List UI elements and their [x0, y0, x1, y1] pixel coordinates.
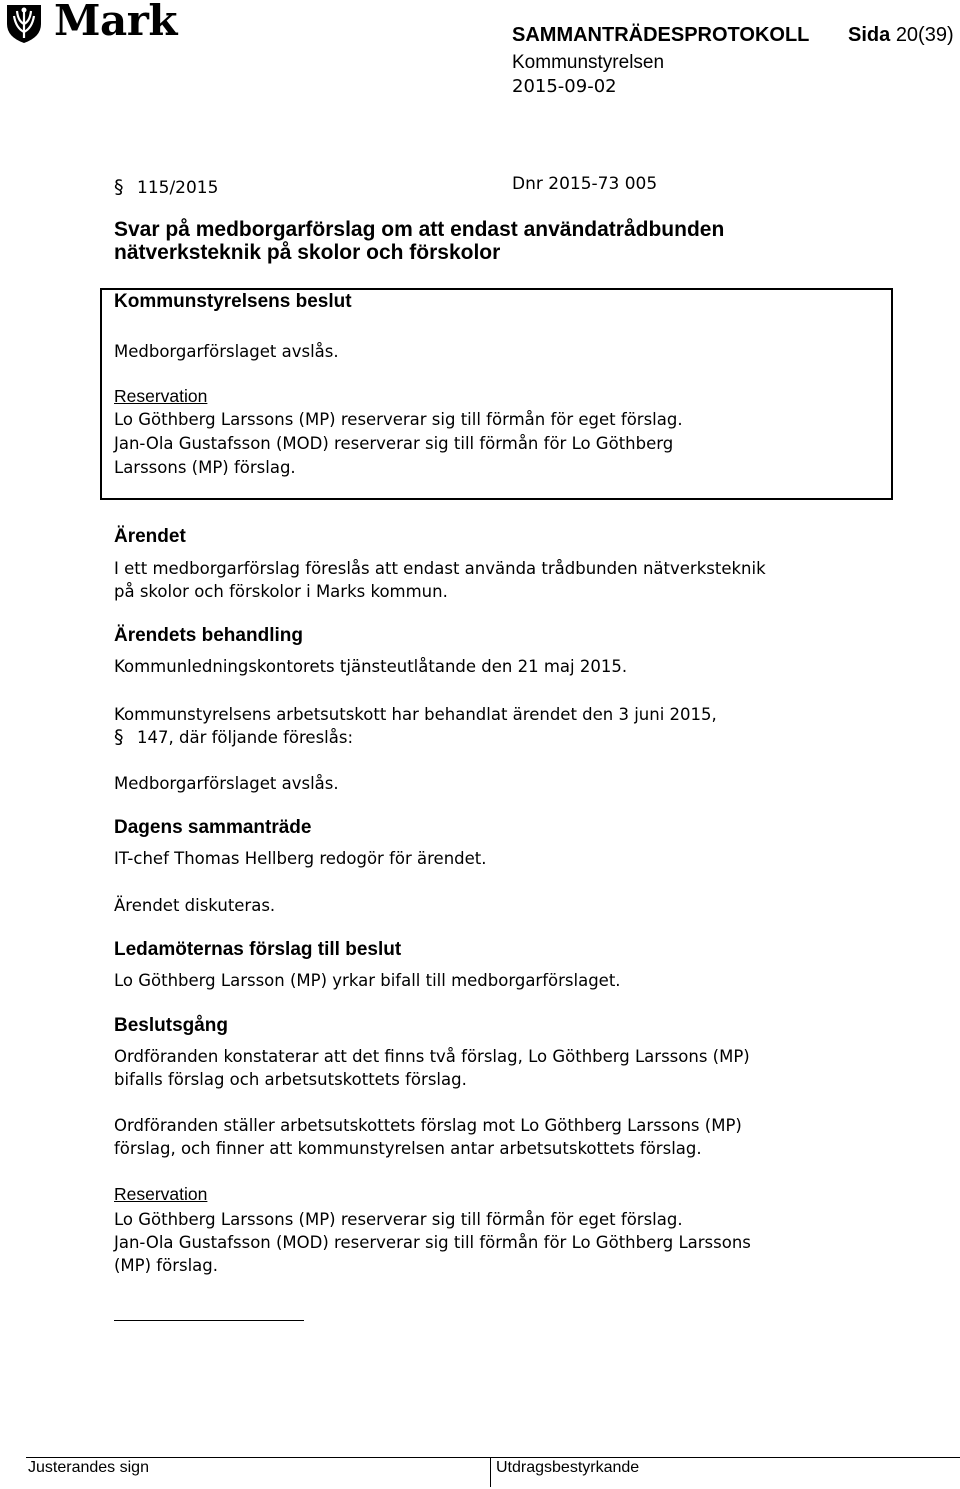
logo-wordmark: Mark: [54, 0, 177, 45]
section-sign-icon: [114, 174, 129, 198]
paragraph-line: Kommunledningskontorets tjänsteutlåtande den 21 maj 2015.: [114, 657, 628, 676]
decision-heading: Kommunstyrelsens beslut: [114, 291, 352, 312]
paragraph-text: 147, där följande föreslås:: [137, 728, 354, 747]
reservation-line: Larssons (MP) förslag.: [114, 458, 296, 477]
case-title-line: Svar på medborgarförslag om att endast användatrådbunden: [114, 218, 725, 241]
paragraph-line: bifalls förslag och arbetsutskottets förslag.: [114, 1070, 467, 1089]
page-indicator: [848, 24, 954, 47]
paragraph-line: I ett medborgarförslag föreslås att endast använda trådbunden nätverksteknik: [114, 559, 766, 578]
paragraph-line: på skolor och förskolor i Marks kommun.: [114, 582, 448, 601]
reservation-label: Reservation: [114, 1184, 208, 1204]
footer-divider: [490, 1457, 491, 1487]
section-heading-dagens: Dagens sammanträde: [114, 817, 312, 838]
document-type: SAMMANTRÄDESPROTOKOLL: [512, 24, 810, 46]
case-title: [114, 218, 724, 264]
section-heading-behandling: Ärendets behandling: [114, 625, 303, 646]
reservation-label: Reservation: [114, 386, 208, 406]
reservation-line: Jan-Ola Gustafsson (MOD) reserverar sig till förmån för Lo Göthberg Larssons: [114, 1233, 751, 1252]
case-number-text: 115/2015: [137, 178, 219, 198]
page-label: Sida: [848, 24, 891, 46]
paragraph-line: Ordföranden ställer arbetsutskottets förslag mot Lo Göthberg Larssons (MP): [114, 1116, 742, 1135]
paragraph-line: Ordföranden konstaterar att det finns två förslag, Lo Göthberg Larssons (MP): [114, 1047, 750, 1066]
section-heading-beslutsgang: Beslutsgång: [114, 1015, 229, 1036]
registration-number: Dnr 2015-73 005: [512, 174, 658, 194]
paragraph-line: förslag, och finner att kommunstyrelsen antar arbetsutskottets förslag.: [114, 1139, 702, 1158]
svg-text:§: §: [114, 176, 124, 198]
reservation-line: Lo Göthberg Larssons (MP) reserverar sig till förmån för eget förslag.: [114, 410, 683, 429]
paragraph-line: Ärendet diskuteras.: [114, 896, 276, 915]
section-heading-arendet: Ärendet: [114, 526, 186, 547]
footer-adjuster-sign: Justerandes sign: [28, 1459, 149, 1476]
reservation-line: Lo Göthberg Larssons (MP) reserverar sig till förmån för eget förslag.: [114, 1210, 683, 1229]
paragraph-line: [114, 724, 353, 749]
section-sign-icon: [114, 724, 129, 748]
coat-of-arms-icon: [4, 2, 44, 44]
case-number: [114, 174, 218, 198]
case-title-line: nätverksteknik på skolor och förskolor: [114, 241, 501, 264]
decision-text: Medborgarförslaget avslås.: [114, 342, 339, 361]
footer-certification: Utdragsbestyrkande: [496, 1459, 640, 1476]
issuing-body: Kommunstyrelsen: [512, 52, 665, 73]
reservation-line: (MP) förslag.: [114, 1256, 219, 1275]
paragraph-line: IT-chef Thomas Hellberg redogör för ärendet.: [114, 849, 487, 868]
signature-divider: [114, 1320, 304, 1321]
section-heading-ledamot: Ledamöternas förslag till beslut: [114, 939, 402, 960]
paragraph-line: Lo Göthberg Larsson (MP) yrkar bifall till medborgarförslaget.: [114, 971, 621, 990]
page-number: 20(39): [895, 24, 954, 46]
svg-text:§: §: [114, 726, 124, 748]
paragraph-line: Kommunstyrelsens arbetsutskott har behandlat ärendet den 3 juni 2015,: [114, 705, 717, 724]
municipality-logo: [4, 2, 179, 44]
footer-rule: [26, 1457, 960, 1458]
paragraph-line: Medborgarförslaget avslås.: [114, 774, 339, 793]
reservation-line: Jan-Ola Gustafsson (MOD) reserverar sig till förmån för Lo Göthberg: [114, 434, 674, 453]
meeting-date: 2015-09-02: [512, 76, 617, 97]
